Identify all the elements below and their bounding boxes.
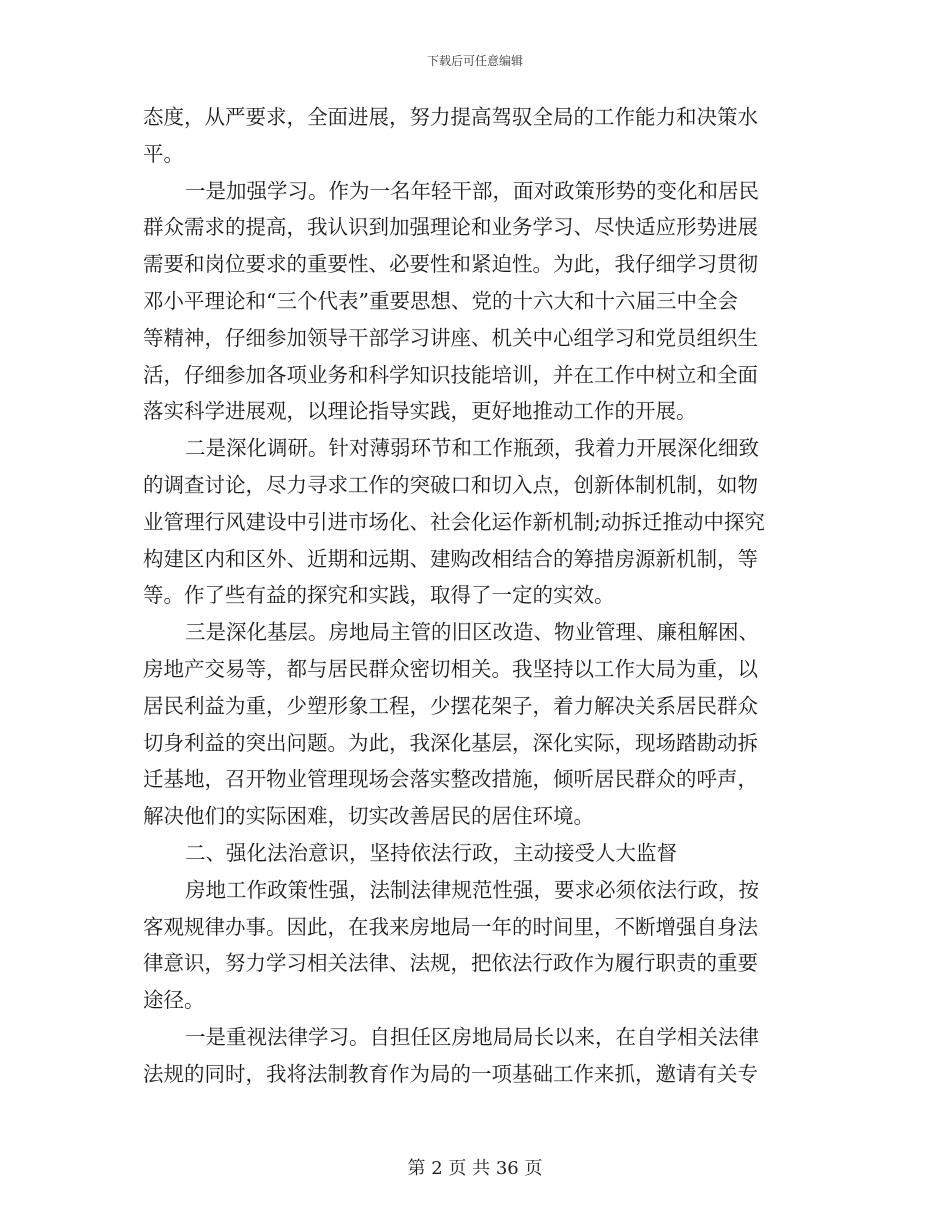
- text-line: 三是深化基层。房地局主管的旧区改造、物业管理、廉租解困、: [185, 620, 759, 645]
- text-line: 活，仔细参加各项业务和科学知识技能培训，并在工作中树立和全面: [143, 362, 758, 387]
- text-line: 途径。: [143, 988, 205, 1013]
- text-line: 一是重视法律学习。自担任区房地局局长以来，在自学相关法律: [185, 1024, 759, 1049]
- text-line: 房地工作政策性强，法制法律规范性强，要求必须依法行政，按: [185, 877, 759, 902]
- text-line: 迁基地，召开物业管理现场会落实整改措施，倾听居民群众的呼声，: [143, 767, 758, 792]
- text-line: 的调查讨论，尽力寻求工作的突破口和切入点，创新体制机制，如物: [143, 472, 758, 497]
- page-header-note: 下载后可任意编辑: [426, 54, 523, 68]
- page-number-footer: 第 2 页 共 36 页: [407, 1158, 543, 1179]
- text-line: 房地产交易等，都与居民群众密切相关。我坚持以工作大局为重，以: [143, 656, 758, 681]
- text-line: 态度，从严要求，全面进展，努力提高驾驭全局的工作能力和决策水: [143, 105, 758, 129]
- text-line: 落实科学进展观，以理论指导实践，更好地推动工作的开展。: [143, 399, 697, 424]
- text-line: 业管理行风建设中引进市场化、社会化运作新机制;动拆迁推动中探究: [143, 509, 765, 534]
- document-body: [143, 99, 807, 1093]
- text-line: 需要和岗位要求的重要性、必要性和紧迫性。为此，我仔细学习贯彻: [143, 252, 758, 277]
- text-line: 律意识，努力学习相关法律、法规，把依法行政作为履行职责的重要: [143, 951, 758, 976]
- text-line: 构建区内和区外、近期和远期、建购改相结合的筹措房源新机制，等: [143, 546, 758, 571]
- text-line: 解决他们的实际困难，切实改善居民的居住环境。: [143, 804, 594, 829]
- text-line: 二是深化调研。针对薄弱环节和工作瓶颈，我着力开展深化细致: [185, 436, 759, 461]
- text-line: 平。: [143, 141, 184, 166]
- text-line: 法规的同时，我将法制教育作为局的一项基础工作来抓，邀请有关专: [143, 1061, 758, 1086]
- text-line: 一是加强学习。作为一名年轻干部，面对政策形势的变化和居民: [185, 178, 759, 203]
- text-line: 居民利益为重，少塑形象工程，少摆花架子，着力解决关系居民群众: [143, 693, 758, 718]
- text-line: 客观规律办事。因此，在我来房地局一年的时间里，不断增强自身法: [143, 914, 758, 939]
- text-line: 等。作了些有益的探究和实践，取得了一定的实效。: [143, 583, 615, 608]
- text-line: 等精神，仔细参加领导干部学习讲座、机关中心组学习和党员组织生: [143, 325, 758, 350]
- text-line: 二、强化法治意识，坚持依法行政，主动接受人大监督: [185, 840, 677, 865]
- text-line: 邓小平理论和“三个代表”重要思想、党的十六大和十六届三中全会: [143, 288, 738, 313]
- text-line: 群众需求的提高，我认识到加强理论和业务学习、尽快适应形势进展: [143, 215, 758, 240]
- text-line: 切身利益的突出问题。为此，我深化基层，深化实际，现场踏勘动拆: [143, 730, 758, 755]
